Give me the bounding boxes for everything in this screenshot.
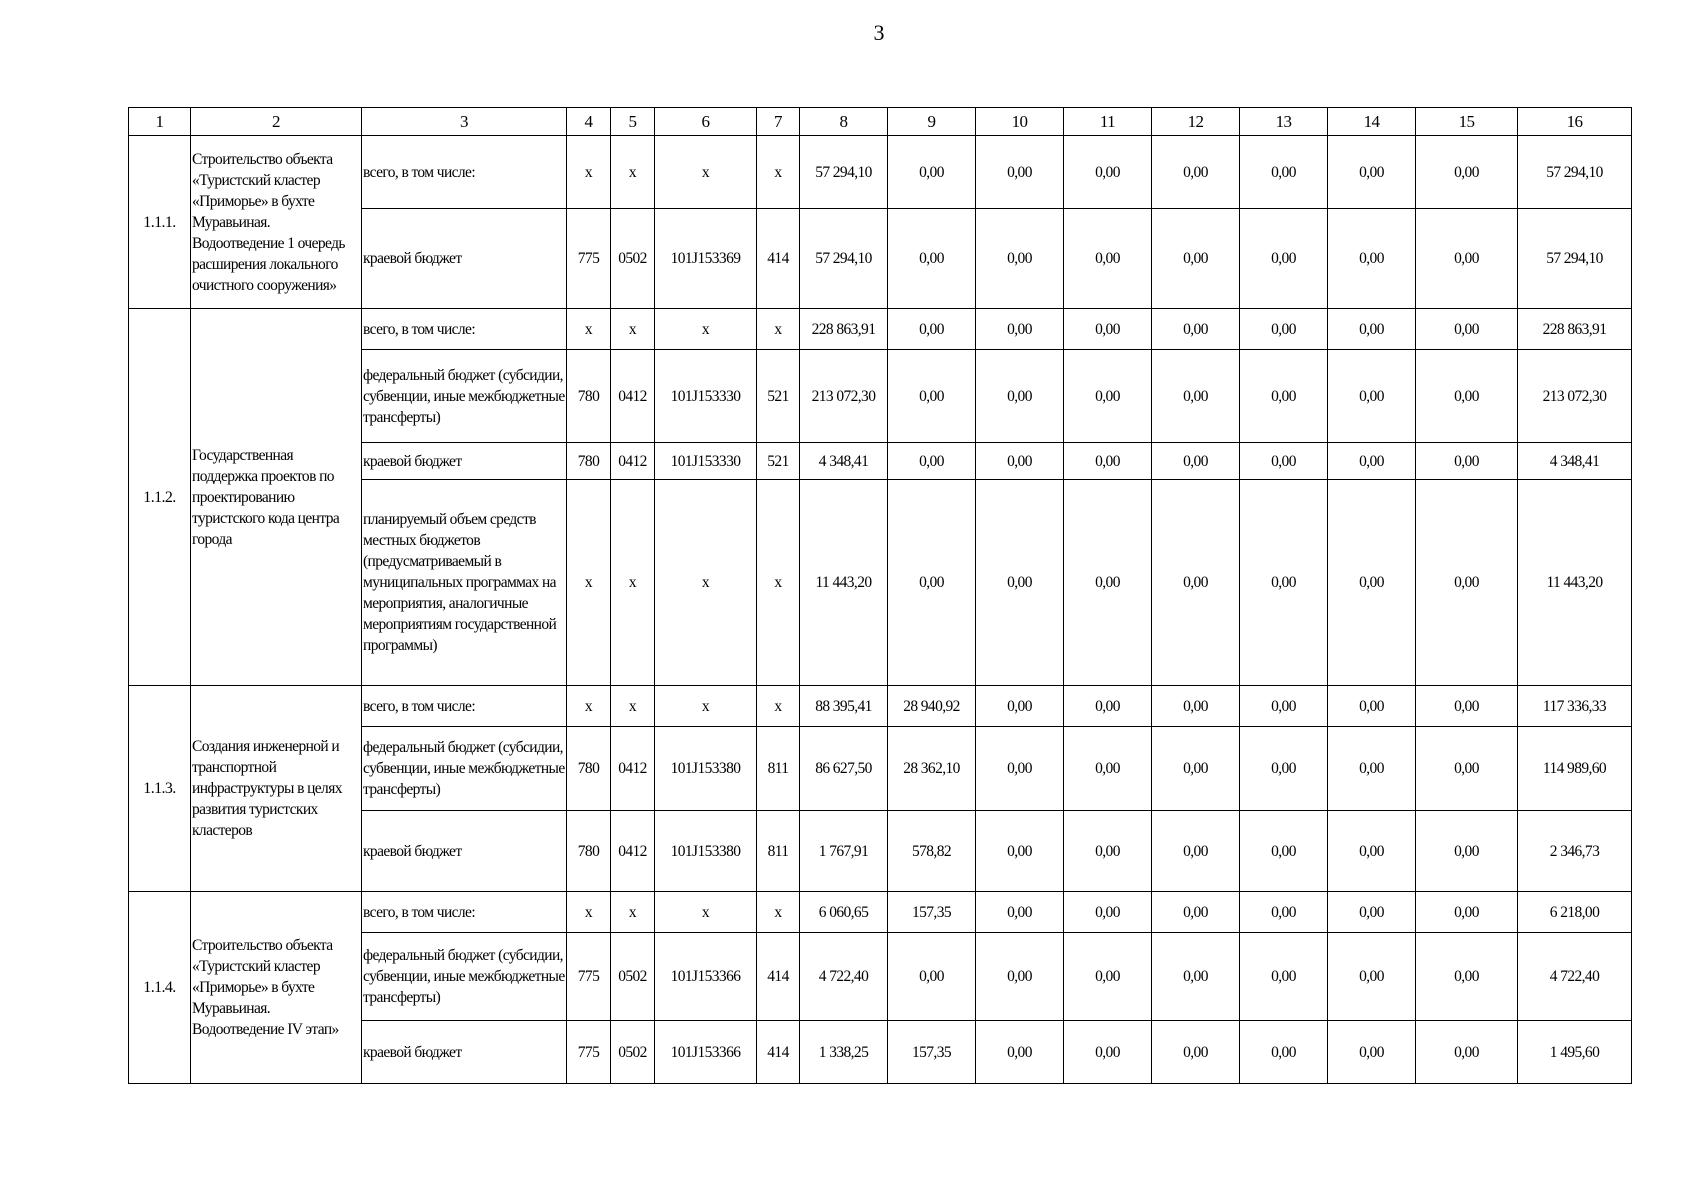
table-cell: 0,00 — [888, 209, 976, 309]
group-index: 1.1.2. — [129, 309, 191, 686]
table-cell: 0,00 — [1328, 892, 1416, 933]
col-header: 14 — [1328, 108, 1416, 136]
table-cell: 101J153330 — [655, 350, 757, 443]
table-cell: 0,00 — [1152, 933, 1240, 1021]
table-cell: 0,00 — [1064, 209, 1152, 309]
table-cell: 117 336,33 — [1518, 686, 1632, 727]
col-header: 1 — [129, 108, 191, 136]
table-cell: 0,00 — [1240, 933, 1328, 1021]
table-cell: 0,00 — [1152, 686, 1240, 727]
page-number: 3 — [873, 20, 885, 45]
table-cell: 0,00 — [1328, 1021, 1416, 1084]
table-cell: 0,00 — [1328, 350, 1416, 443]
table-cell: 0,00 — [976, 309, 1064, 350]
table-cell: 2 346,73 — [1518, 811, 1632, 892]
table-cell: 6 060,65 — [800, 892, 888, 933]
table-cell: 4 348,41 — [800, 443, 888, 480]
col-header: 9 — [888, 108, 976, 136]
group-name: Строительство объекта «Туристский кластер «Приморье» в бухте Муравьиная. Водоотведение 1 очередь расширения локального очистного сооружения» — [191, 136, 362, 309]
table-cell: x — [757, 309, 800, 350]
funding-source: федеральный бюджет (субсидии, субвенции, иные межбюджетные трансферты) — [362, 727, 567, 811]
table-cell: 0,00 — [1328, 480, 1416, 686]
table-cell: x — [567, 892, 611, 933]
table-cell: 0,00 — [888, 350, 976, 443]
table-cell: 0,00 — [1416, 892, 1518, 933]
table-cell: 0,00 — [888, 480, 976, 686]
table-cell: 11 443,20 — [1518, 480, 1632, 686]
table-cell: 0,00 — [1240, 727, 1328, 811]
table-cell: 0,00 — [976, 727, 1064, 811]
table-cell: 775 — [567, 1021, 611, 1084]
table-cell: 0,00 — [1064, 933, 1152, 1021]
table-cell: 0,00 — [1152, 309, 1240, 350]
group-name: Государственная поддержка проектов по проектированию туристского кода центра города — [191, 309, 362, 686]
table-cell: x — [655, 686, 757, 727]
table-cell: 0,00 — [1416, 1021, 1518, 1084]
table-cell: 0,00 — [1064, 727, 1152, 811]
table-row — [129, 136, 1632, 209]
table-cell: 1 495,60 — [1518, 1021, 1632, 1084]
table-cell: 0,00 — [888, 309, 976, 350]
table-cell: 0,00 — [1152, 892, 1240, 933]
table-cell: 1 338,25 — [800, 1021, 888, 1084]
table-row — [129, 686, 1632, 727]
table-cell: x — [655, 480, 757, 686]
table-cell: 0,00 — [1064, 1021, 1152, 1084]
table-cell: 414 — [757, 1021, 800, 1084]
table-cell: 0,00 — [1328, 686, 1416, 727]
table-cell: x — [611, 309, 655, 350]
table-cell: 114 989,60 — [1518, 727, 1632, 811]
table-cell: 228 863,91 — [800, 309, 888, 350]
table-cell: 0,00 — [1240, 136, 1328, 209]
col-header: 16 — [1518, 108, 1632, 136]
table-cell: 0,00 — [1328, 933, 1416, 1021]
table-cell: 0,00 — [1152, 480, 1240, 686]
funding-source: краевой бюджет — [362, 209, 567, 309]
table-cell: 4 722,40 — [800, 933, 888, 1021]
table-cell: 0,00 — [1416, 686, 1518, 727]
col-header: 13 — [1240, 108, 1328, 136]
table-cell: 0,00 — [1416, 811, 1518, 892]
table-cell: 101J153380 — [655, 811, 757, 892]
table-cell: 0502 — [611, 1021, 655, 1084]
table-cell: 0,00 — [1152, 209, 1240, 309]
table-cell: 57 294,10 — [1518, 136, 1632, 209]
table-cell: x — [567, 686, 611, 727]
table-cell: 0,00 — [1416, 309, 1518, 350]
table-cell: 0,00 — [976, 892, 1064, 933]
table-cell: 0,00 — [976, 1021, 1064, 1084]
table-cell: 157,35 — [888, 892, 976, 933]
table-cell: 0,00 — [1416, 727, 1518, 811]
table-cell: 213 072,30 — [800, 350, 888, 443]
funding-source: всего, в том числе: — [362, 686, 567, 727]
funding-source: всего, в том числе: — [362, 309, 567, 350]
table-cell: 0,00 — [1328, 727, 1416, 811]
table-cell: 0,00 — [1416, 350, 1518, 443]
table-cell: x — [567, 309, 611, 350]
table-cell: 0,00 — [1240, 892, 1328, 933]
table-cell: 0,00 — [1416, 209, 1518, 309]
col-header: 2 — [191, 108, 362, 136]
table-cell: 0,00 — [976, 480, 1064, 686]
table-cell: 0,00 — [1416, 136, 1518, 209]
table-cell: 414 — [757, 209, 800, 309]
col-header: 4 — [567, 108, 611, 136]
table-cell: x — [611, 686, 655, 727]
table-cell: 775 — [567, 933, 611, 1021]
table-cell: 4 348,41 — [1518, 443, 1632, 480]
table-cell: 1 767,91 — [800, 811, 888, 892]
table-cell: 775 — [567, 209, 611, 309]
table-cell: 578,82 — [888, 811, 976, 892]
table-cell: x — [655, 309, 757, 350]
table-cell: 0,00 — [1064, 309, 1152, 350]
table-cell: 0,00 — [1240, 1021, 1328, 1084]
table-cell: x — [567, 136, 611, 209]
funding-source: всего, в том числе: — [362, 136, 567, 209]
col-header: 8 — [800, 108, 888, 136]
table-cell: 88 395,41 — [800, 686, 888, 727]
table-cell: x — [757, 136, 800, 209]
col-header: 6 — [655, 108, 757, 136]
table-cell: 0,00 — [1152, 443, 1240, 480]
col-header: 7 — [757, 108, 800, 136]
table-cell: 0,00 — [1152, 727, 1240, 811]
group-index: 1.1.4. — [129, 892, 191, 1084]
table-cell: x — [611, 892, 655, 933]
table-cell: 101J153369 — [655, 209, 757, 309]
table-cell: x — [655, 136, 757, 209]
table-row — [129, 309, 1632, 350]
table-cell: 521 — [757, 443, 800, 480]
group-index: 1.1.1. — [129, 136, 191, 309]
table-cell: 780 — [567, 811, 611, 892]
table-cell: 228 863,91 — [1518, 309, 1632, 350]
table-cell: 57 294,10 — [800, 209, 888, 309]
table-cell: 811 — [757, 727, 800, 811]
table-cell: 0,00 — [1240, 350, 1328, 443]
table-cell: 0,00 — [1328, 443, 1416, 480]
table-cell: 213 072,30 — [1518, 350, 1632, 443]
table-cell: 0,00 — [976, 350, 1064, 443]
table-cell: 0,00 — [1064, 350, 1152, 443]
table-cell: 414 — [757, 933, 800, 1021]
table-cell: 0,00 — [976, 136, 1064, 209]
table-cell: 0,00 — [1064, 811, 1152, 892]
table-cell: 0,00 — [1240, 686, 1328, 727]
table-cell: 780 — [567, 350, 611, 443]
group-index: 1.1.3. — [129, 686, 191, 892]
table-cell: 0,00 — [1328, 209, 1416, 309]
col-header: 15 — [1416, 108, 1518, 136]
table-cell: 0,00 — [976, 443, 1064, 480]
table-cell: 86 627,50 — [800, 727, 888, 811]
table-cell: 0,00 — [1328, 309, 1416, 350]
table-cell: 101J153366 — [655, 1021, 757, 1084]
funding-source: краевой бюджет — [362, 443, 567, 480]
group-name: Создания инженерной и транспортной инфраструктуры в целях развития туристских кластеров — [191, 686, 362, 892]
funding-source: краевой бюджет — [362, 811, 567, 892]
table-cell: 101J153366 — [655, 933, 757, 1021]
col-header: 11 — [1064, 108, 1152, 136]
table-cell: 157,35 — [888, 1021, 976, 1084]
table-cell: 0,00 — [976, 933, 1064, 1021]
table-cell: 57 294,10 — [1518, 209, 1632, 309]
funding-source: федеральный бюджет (субсидии, субвенции, иные межбюджетные трансферты) — [362, 933, 567, 1021]
table-cell: 0,00 — [1416, 933, 1518, 1021]
table-cell: 0,00 — [1328, 811, 1416, 892]
table-cell: 101J153380 — [655, 727, 757, 811]
table-cell: x — [567, 480, 611, 686]
table-cell: 780 — [567, 443, 611, 480]
col-header: 12 — [1152, 108, 1240, 136]
table-cell: 0,00 — [1152, 811, 1240, 892]
table-cell: 0,00 — [888, 443, 976, 480]
table-cell: 811 — [757, 811, 800, 892]
funding-source: всего, в том числе: — [362, 892, 567, 933]
table-cell: 0,00 — [1064, 480, 1152, 686]
table-cell: 6 218,00 — [1518, 892, 1632, 933]
table-cell: 4 722,40 — [1518, 933, 1632, 1021]
table-cell: 0412 — [611, 727, 655, 811]
table-cell: 0,00 — [1416, 480, 1518, 686]
table-cell: 0,00 — [1416, 443, 1518, 480]
table-cell: 0,00 — [1064, 136, 1152, 209]
table-cell: 0,00 — [888, 136, 976, 209]
table-cell: 0,00 — [888, 933, 976, 1021]
table-cell: x — [757, 480, 800, 686]
table-cell: 0,00 — [1240, 811, 1328, 892]
table-cell: 28 940,92 — [888, 686, 976, 727]
budget-table — [128, 107, 1632, 1084]
col-header: 3 — [362, 108, 567, 136]
table-cell: 0412 — [611, 350, 655, 443]
table-cell: x — [611, 136, 655, 209]
table-cell: 0412 — [611, 811, 655, 892]
table-cell: 0502 — [611, 933, 655, 1021]
table-cell: 0,00 — [1240, 209, 1328, 309]
table-cell: 0,00 — [1064, 892, 1152, 933]
table-cell: 101J153330 — [655, 443, 757, 480]
table-cell: 0,00 — [1152, 136, 1240, 209]
table-cell: 0,00 — [1152, 1021, 1240, 1084]
table-cell: 0,00 — [1064, 686, 1152, 727]
table-cell: 57 294,10 — [800, 136, 888, 209]
table-cell: 780 — [567, 727, 611, 811]
table-cell: 0,00 — [1064, 443, 1152, 480]
table-cell: 28 362,10 — [888, 727, 976, 811]
table-cell: 0,00 — [1240, 480, 1328, 686]
table-cell: x — [611, 480, 655, 686]
table-cell: x — [655, 892, 757, 933]
funding-source: федеральный бюджет (субсидии, субвенции, иные межбюджетные трансферты) — [362, 350, 567, 443]
table-cell: x — [757, 686, 800, 727]
group-name: Строительство объекта «Туристский кластер «Приморье» в бухте Муравьиная. Водоотведение IV этап» — [191, 892, 362, 1084]
table-cell: 0,00 — [1240, 309, 1328, 350]
col-header: 5 — [611, 108, 655, 136]
funding-source: краевой бюджет — [362, 1021, 567, 1084]
table-cell: x — [757, 892, 800, 933]
header-row — [129, 108, 1632, 136]
col-header: 10 — [976, 108, 1064, 136]
table-cell: 0,00 — [1152, 350, 1240, 443]
table-cell: 0,00 — [1240, 443, 1328, 480]
table-cell: 11 443,20 — [800, 480, 888, 686]
table-cell: 0,00 — [1328, 136, 1416, 209]
table-cell: 0,00 — [976, 686, 1064, 727]
table-cell: 0,00 — [976, 209, 1064, 309]
table-cell: 0,00 — [976, 811, 1064, 892]
funding-source: планируемый объем средств местных бюджетов (предусматриваемый в муниципальных программах на мероприятия, аналогичные мероприятиям государственной программы) — [362, 480, 567, 686]
table-cell: 0412 — [611, 443, 655, 480]
table-cell: 521 — [757, 350, 800, 443]
table-row — [129, 892, 1632, 933]
table-cell: 0502 — [611, 209, 655, 309]
